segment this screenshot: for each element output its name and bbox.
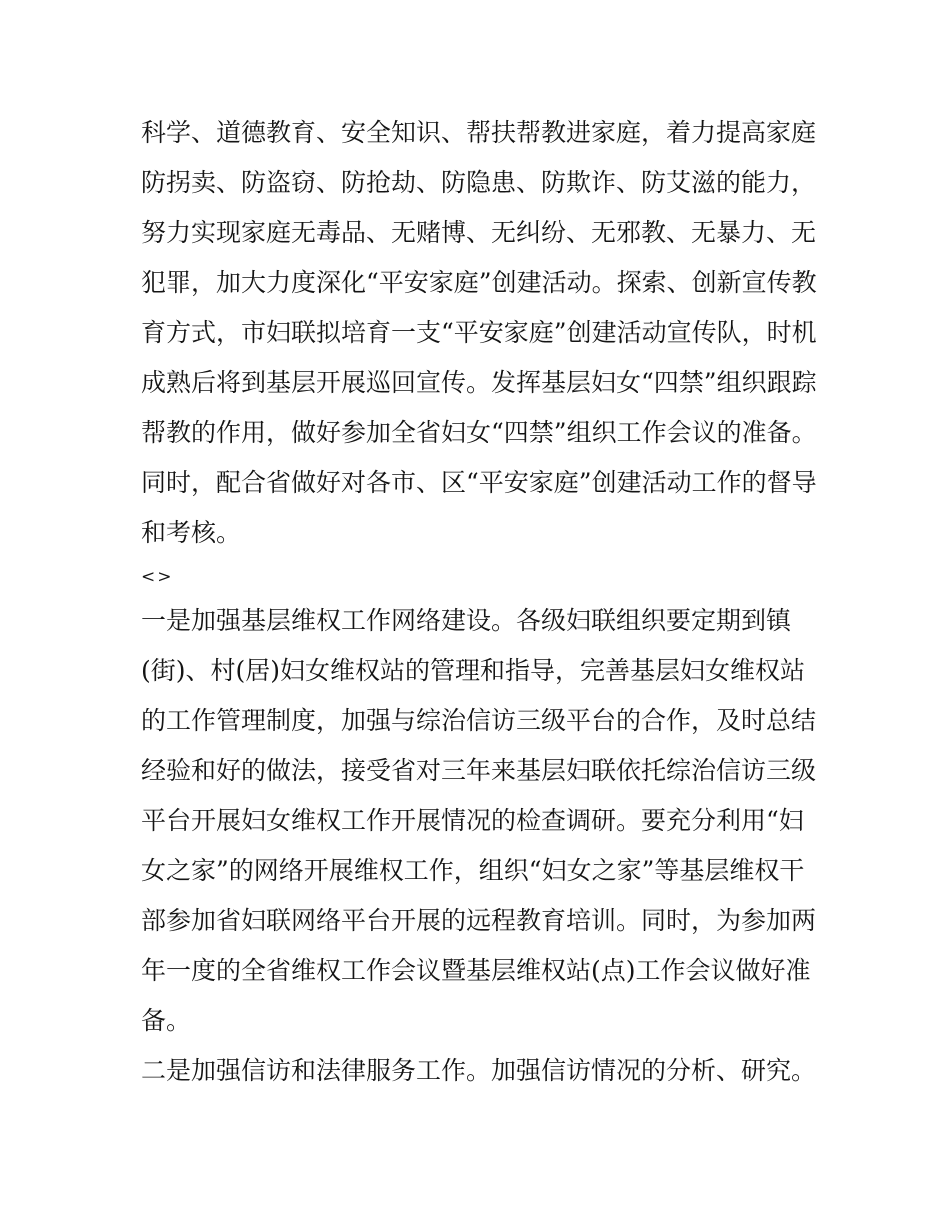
text-line: 同时，配合省做好对各市、区“平安家庭”创建活动工作的督导 <box>141 468 817 497</box>
text-line: 年一度的全省维权工作会议暨基层维权站(点)工作会议做好准 <box>141 956 811 985</box>
text-line: 的工作管理制度，加强与综治信访三级平台的合作，及时总结 <box>141 706 817 735</box>
text-line: 防拐卖、防盗窃、防抢劫、防隐患、防欺诈、防艾滋的能力， <box>141 168 817 197</box>
text-line: 平台开展妇女维权工作开展情况的检查调研。要充分利用“妇 <box>141 806 804 835</box>
text-line: 和考核。 <box>141 518 242 547</box>
text-line: 女之家”的网络开展维权工作，组织“妇女之家”等基层维权干 <box>141 856 805 885</box>
text-line: 科学、道德教育、安全知识、帮扶帮教进家庭，着力提高家庭 <box>141 118 817 147</box>
text-line: 二是加强信访和法律服务工作。加强信访情况的分析、研究。 <box>141 1056 817 1085</box>
text-line: 努力实现家庭无毒品、无赌博、无纠纷、无邪教、无暴力、无 <box>141 218 817 247</box>
section-marker: <> <box>141 567 174 587</box>
text-line: 育方式，市妇联拟培育一支“平安家庭”创建活动宣传队，时机 <box>141 318 817 347</box>
text-line: 备。 <box>141 1006 192 1035</box>
text-line: 经验和好的做法，接受省对三年来基层妇联依托综治信访三级 <box>141 756 817 785</box>
text-line: 一是加强基层维权工作网络建设。各级妇联组织要定期到镇 <box>141 606 792 635</box>
text-line: (街)、村(居)妇女维权站的管理和指导，完善基层妇女维权站 <box>141 656 806 685</box>
text-line: 部参加省妇联网络平台开展的远程教育培训。同时，为参加两 <box>141 906 817 935</box>
body-text <box>141 108 821 1096</box>
text-line: 犯罪，加大力度深化“平安家庭”创建活动。探索、创新宣传教 <box>141 268 817 297</box>
text-line: 帮教的作用，做好参加全省妇女“四禁”组织工作会议的准备。 <box>141 418 817 447</box>
text-line: 成熟后将到基层开展巡回宣传。发挥基层妇女“四禁”组织跟踪 <box>141 368 817 397</box>
